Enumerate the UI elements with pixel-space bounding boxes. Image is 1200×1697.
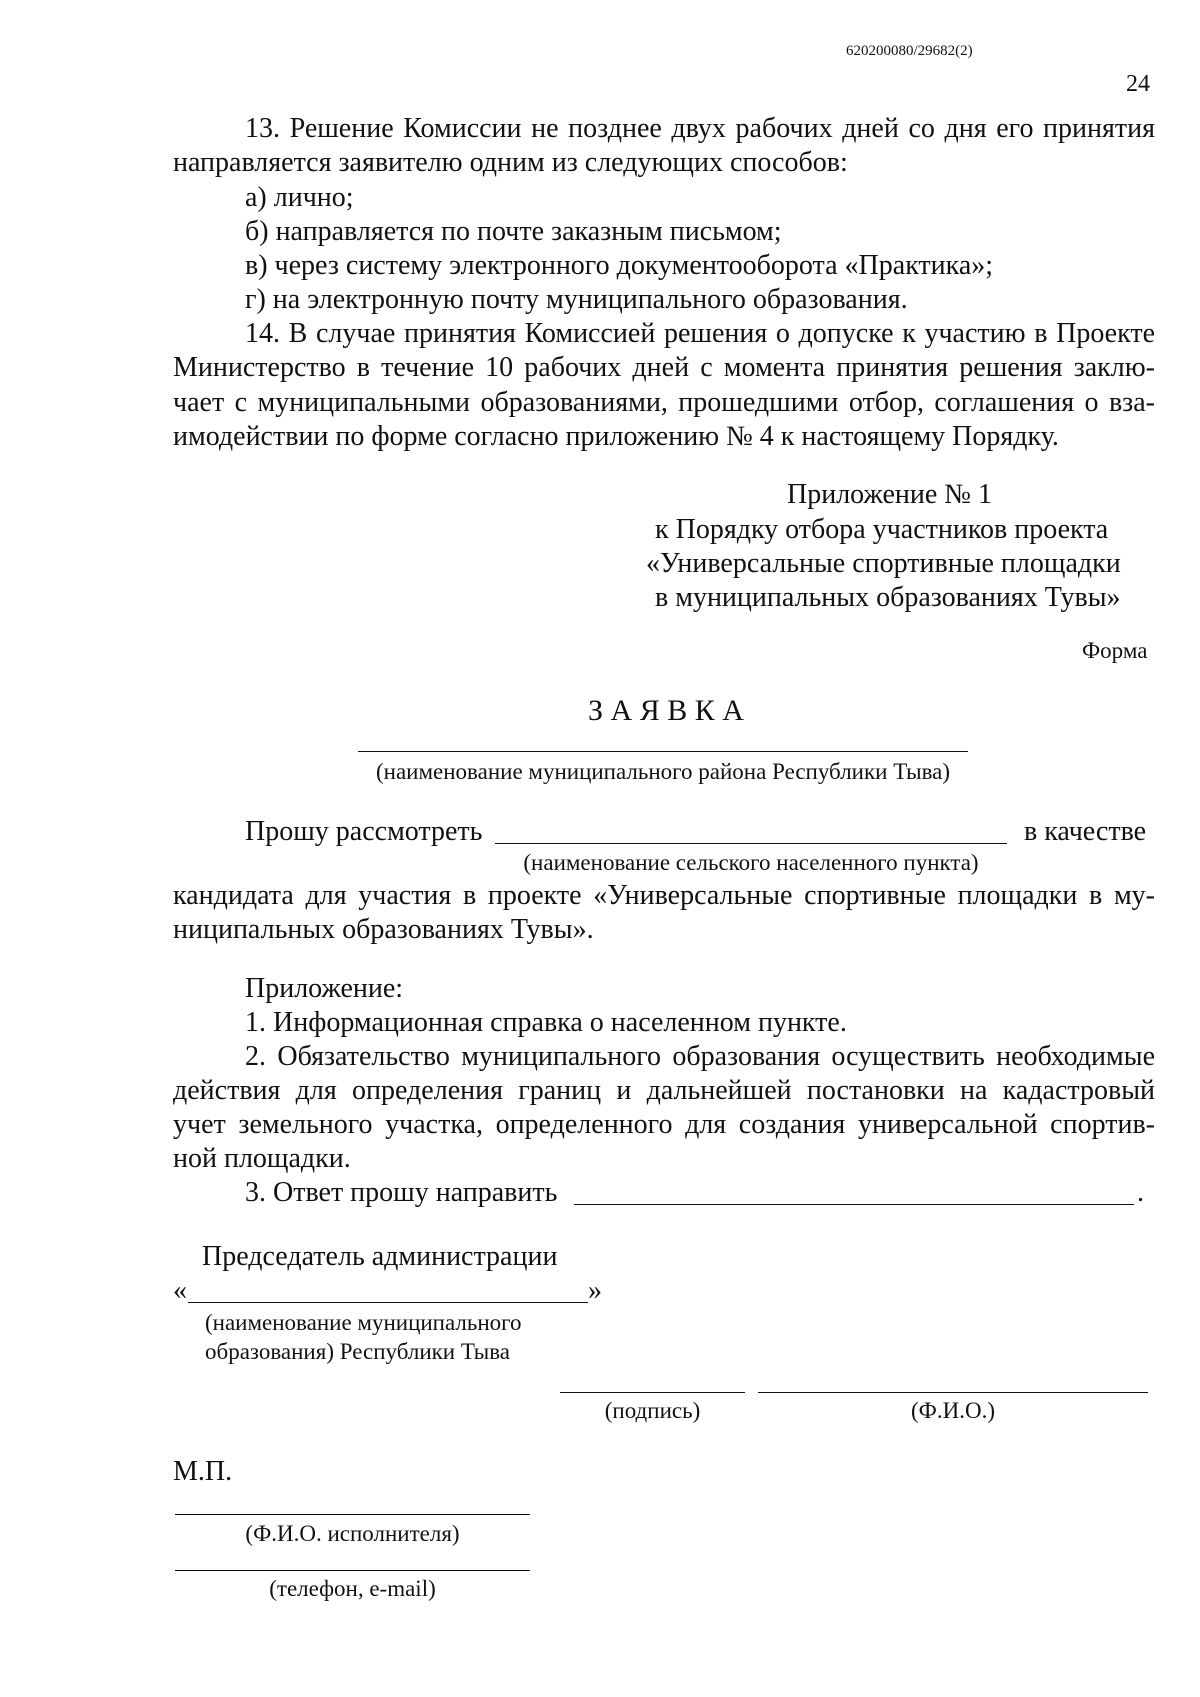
attachment-2-line3: учет земельного участка, определенного для создания универсальной спортив-	[173, 1109, 1155, 1140]
district-name-blank	[358, 751, 968, 752]
quote-open: «	[173, 1275, 187, 1306]
attachment-2-line4: ной площадки.	[173, 1143, 351, 1174]
response-method-blank	[574, 1204, 1134, 1205]
municipality-name-blank	[188, 1302, 588, 1303]
executor-caption: (Ф.И.О. исполнителя)	[245, 1521, 460, 1546]
appendix-line3: «Универсальные спортивные площадки	[646, 548, 1121, 579]
section13-item-b: б) направляется по почте заказным письмом;	[245, 216, 782, 247]
section13-item-a: а) лично;	[245, 182, 354, 213]
stamp-label: М.П.	[173, 1456, 233, 1487]
fio-caption: (Ф.И.О.)	[911, 1398, 995, 1423]
attachment-1: 1. Информационная справка о населенном пункте.	[245, 1007, 847, 1038]
attachment-2-line1: 2. Обязательство муниципального образования осуществить необходимые	[245, 1041, 1155, 1072]
section14-line4: имодействии по форме согласно приложению № 4 к настоящему Порядку.	[173, 421, 1059, 452]
section14-line1: 14. В случае принятия Комиссией решения о допуске к участию в Проекте	[245, 318, 1155, 349]
attachment-3: 3. Ответ прошу направить	[245, 1177, 558, 1208]
signature-caption: (подпись)	[604, 1398, 701, 1423]
request-start: Прошу рассмотреть	[245, 816, 483, 847]
contact-blank	[175, 1570, 530, 1571]
appendix-line4: в муниципальных образованиях Тувы»	[655, 582, 1121, 613]
quote-close: »	[588, 1275, 602, 1306]
fio-blank	[758, 1392, 1148, 1393]
municipality-caption-line1: (наименование муниципального	[205, 1310, 522, 1335]
request-line2: кандидата для участия в проекте «Универсальные спортивные площадки в му-	[173, 880, 1155, 911]
request-end: в качестве	[1024, 816, 1147, 847]
attachment-2-line2: действия для определения границ и дальнейшей постановки на кадастровый	[173, 1075, 1155, 1106]
appendix-line2: к Порядку отбора участников проекта	[655, 514, 1109, 545]
chairman-label: Председатель администрации	[202, 1241, 558, 1272]
section13-item-v: в) через систему электронного документооборота «Практика»;	[245, 250, 994, 281]
settlement-name-blank	[495, 843, 1007, 844]
section14-line2: Министерство в течение 10 рабочих дней с момента принятия решения заклю-	[173, 352, 1155, 383]
document-number: 620200080/29682(2)	[846, 43, 973, 59]
signature-blank	[560, 1392, 745, 1393]
executor-blank	[175, 1514, 530, 1515]
application-title: З А Я В К А	[588, 694, 744, 727]
page-number: 24	[1126, 71, 1150, 97]
municipality-caption-line2: образования) Республики Тыва	[205, 1339, 510, 1364]
section13-line2: направляется заявителю одним из следующих способов:	[173, 147, 848, 178]
appendix-title: Приложение № 1	[787, 479, 992, 510]
request-line3: ниципальных образованиях Тувы».	[173, 914, 594, 945]
form-label: Форма	[1082, 638, 1148, 663]
settlement-caption: (наименование сельского населенного пункта)	[523, 850, 979, 875]
section14-line3: чает с муниципальными образованиями, прошедшими отбор, соглашения о вза-	[173, 387, 1155, 418]
district-caption: (наименование муниципального района Республики Тыва)	[376, 759, 950, 784]
section13-line1: 13. Решение Комиссии не позднее двух рабочих дней со дня его принятия	[245, 113, 1155, 144]
contact-caption: (телефон, e-mail)	[269, 1576, 436, 1601]
attachments-label: Приложение:	[245, 973, 404, 1004]
attachment-3-end: .	[1137, 1177, 1144, 1208]
section13-item-g: г) на электронную почту муниципального образования.	[245, 284, 908, 315]
